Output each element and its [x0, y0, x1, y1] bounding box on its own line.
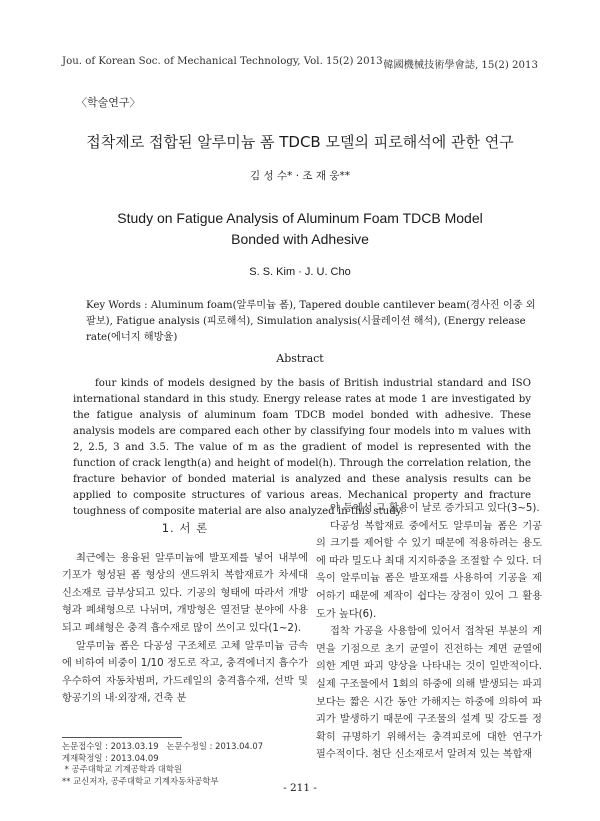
- footnote-line: ** 교신저자, 공주대학교 기계자동차공학부: [62, 775, 219, 786]
- abstract-heading: Abstract: [276, 352, 324, 365]
- keywords: [86, 298, 536, 346]
- abstract-body: four kinds of models designed by the basis of British industrial standard and ISO international standard in this study. Energy release rates at mode 1 are investigated by the fatigue analysis of aluminum foam TDCB model bonded with adhesive. These analysis models are compared each other by classifying four models into m values with 2, 2.5, 3 and 3.5. The value of m as the gradient of model is represented with the function of crack length(a) and height of model(h). Through the correlation relation, the fracture behavior of bonded material is analyzed and these analysis results can be applied to composite structures of various areas. Mechanical property and fracture toughness of composite material are also analyzed in this study.: [73, 378, 531, 517]
- body-column-left: [62, 520, 308, 708]
- page-number: - 211 -: [283, 782, 317, 794]
- keywords-text: Aluminum foam(알루미늄 폼), Tapered double cantilever beam(경사진 이중 외팔보), Fatigue analysis (피로해석), Simulation analysis(시뮬레이션 해석), (Energy release rate(에너지 해방율): [86, 300, 536, 343]
- footnote-line: 게재확정일 : 2013.04.09: [62, 752, 159, 763]
- body-paragraph: 야 등에서 그 활용이 날로 증가되고 있다(3~5).: [330, 503, 540, 514]
- korean-authors: 김 성 수* · 조 재 웅**: [250, 170, 350, 182]
- english-authors: S. S. Kim · J. U. Cho: [249, 266, 351, 278]
- english-title-line: Study on Fatigue Analysis of Aluminum Foam TDCB Model: [117, 210, 483, 226]
- korean-title: 접착제로 접합된 알루미늄 폼 TDCB 모델의 피로해석에 관한 연구: [86, 133, 514, 151]
- keywords-label: Key Words :: [86, 300, 148, 311]
- body-paragraph: 접착 가공을 사용함에 있어서 접착된 부분의 계면을 기점으로 초기 균열이 진전하는 계면 균열에 의한 계면 파괴 양상을 나타내는 것이 일반적이다. 실제 구조물에서 1회의 하중에 의해 발생되는 파괴보다는 짧은 시간 동안 가해지는 하중에 의하여 파괴가 발생하기 때문에 구조물의 설계 및 강도를 정확히 규명하기 위해서는 충격피로에 대한 연구가 필수적이다. 첨단 신소재로서 알려져 있는 복합재: [316, 626, 542, 761]
- footnote-line: * 공주대학교 기계공학과 대학원: [62, 764, 183, 774]
- section-title: 1. 서 론: [161, 521, 209, 535]
- english-title: [0, 208, 600, 250]
- footnotes: [62, 741, 263, 787]
- body-paragraph: 알루미늄 폼은 다공성 구조체로 고체 알루미늄 금속에 비하여 비중이 1/10 정도로 작고, 충격에너지 흡수가 우수하여 자동차범퍼, 가드레일의 충격흡수재, 선박 및 항공기의 내·외장재, 건축 분: [62, 640, 308, 705]
- footnote-divider: [62, 737, 182, 738]
- body-paragraph: 최근에는 용융된 알루미늄에 발포제를 넣어 내부에 기포가 형성된 폼 형상의 샌드위치 복합재료가 차세대 신소재로 급부상되고 있다. 기공의 형태에 따라서 개방형과 폐쇄형으로 나뉘며, 개방형은 열전달 분야에 사용되고 폐쇄형은 충격 흡수재로 많이 쓰이고 있다(1~2).: [62, 552, 308, 634]
- article-category: 〈학술연구〉: [76, 96, 141, 109]
- body-paragraph: 다공성 복합재료 중에서도 알루미늄 폼은 기공의 크기를 제어할 수 있기 때문에 적용하려는 용도에 따라 밀도나 최대 지지하중을 조절할 수 있다. 더욱이 알루미늄 폼은 발포재를 사용하여 기공을 제어하기 때문에 제작이 쉽다는 장점이 있어 그 활용도가 높다(6).: [316, 520, 542, 620]
- english-title-line: Bonded with Adhesive: [231, 231, 369, 247]
- footnote-line: 논문접수일 : 2013.03.19 논문수정일 : 2013.04.07: [62, 741, 264, 751]
- journal-header-right: 韓國機械技術學會誌, 15(2) 2013: [383, 60, 538, 71]
- body-column-right: [316, 500, 542, 764]
- journal-header-left: Jou. of Korean Soc. of Mechanical Technology, Vol. 15(2) 2013: [62, 56, 383, 67]
